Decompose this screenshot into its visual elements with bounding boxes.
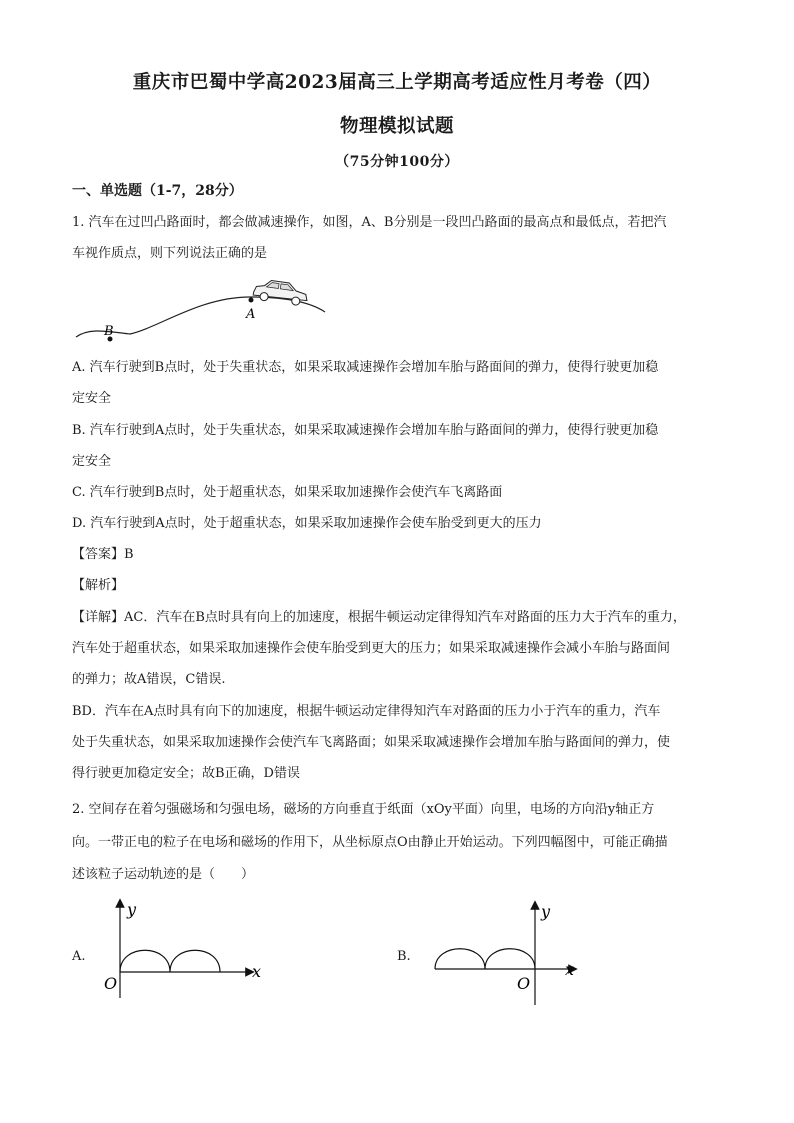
point-a-label: A (246, 307, 256, 322)
q1-option-b-line1: B. 汽车行驶到A点时，处于失重状态，如果采取减速操作会增加车胎与路面间的弹力，使得行驶更加稳 (72, 423, 659, 438)
q1-analysis-heading: 【解析】 (72, 578, 125, 593)
axis-y-label: y (127, 900, 137, 919)
trajectory-arcs (120, 950, 220, 972)
q1-stem-line2: 车视作质点，则下列说法正确的是 (72, 246, 268, 261)
trajectory-arcs (435, 949, 535, 969)
q1-answer: 【答案】B (72, 547, 134, 562)
axis-x-label: x (565, 960, 575, 979)
q1-detail-line1: 【详解】AC．汽车在B点时具有向上的加速度，根据牛顿运动定律得知汽车对路面的压力大于汽车的重力， (72, 610, 686, 625)
section-heading: 一、单选题（1-7，28分） (72, 183, 243, 199)
exam-duration: （75分钟100分） (335, 154, 459, 170)
point-b-label: B (104, 324, 114, 339)
origin-label: O (517, 974, 531, 993)
q2-stem-line3: 述该粒子运动轨迹的是（ ） (72, 867, 255, 882)
q1-stem-line1: 1. 汽车在过凹凸路面时，都会做减速操作，如图，A、B分别是一段凹凸路面的最高点和最低点，若把汽 (72, 215, 667, 230)
q2-figure-b (425, 895, 595, 1005)
q1-detail-line6: 得行驶更加稳定安全；故B正确，D错误 (72, 766, 300, 781)
axis-x-label: x (252, 962, 262, 981)
point-a-dot (249, 298, 254, 303)
q1-detail-line3: 的弹力；故A错误，C错误. (72, 672, 226, 687)
q1-option-b-line2: 定安全 (72, 454, 112, 469)
q1-option-c: C. 汽车行驶到B点时，处于超重状态，如果采取加速操作会使汽车飞离路面 (72, 485, 503, 500)
axis-y-label: y (541, 902, 551, 921)
q1-road-figure (70, 272, 340, 348)
q1-option-d: D. 汽车行驶到A点时，处于超重状态，如果采取加速操作会使车胎受到更大的压力 (72, 516, 542, 531)
q1-detail-line4: BD．汽车在A点时具有向下的加速度，根据牛顿运动定律得知汽车对路面的压力小于汽车的重力，汽车 (72, 704, 661, 719)
q1-option-a-line2: 定安全 (72, 391, 112, 406)
q2-figure-a (100, 895, 275, 1005)
exam-title: 重庆市巴蜀中学高2023届高三上学期高考适应性月考卷（四） (132, 72, 662, 93)
q2-fig-a-label: A. (72, 949, 86, 964)
origin-label: O (104, 974, 118, 993)
q2-stem-line2: 向。一带正电的粒子在电场和磁场的作用下，从坐标原点O由静止开始运动。下列四幅图中，可能正确描 (72, 835, 668, 850)
exam-subtitle: 物理模拟试题 (339, 116, 454, 137)
q2-fig-b-label: B. (397, 949, 411, 964)
q1-option-a-line1: A. 汽车行驶到B点时，处于失重状态，如果采取减速操作会增加车胎与路面间的弹力，使得行驶更加稳 (72, 360, 659, 375)
q1-detail-line2: 汽车处于超重状态，如果采取加速操作会使车胎受到更大的压力；如果采取减速操作会减小车胎与路面间 (72, 641, 671, 656)
q1-detail-line5: 处于失重状态，如果采取加速操作会使汽车飞离路面；如果采取减速操作会增加车胎与路面间的弹力，使 (72, 735, 671, 750)
q2-stem-line1: 2. 空间存在着匀强磁场和匀强电场，磁场的方向垂直于纸面（xOy平面）向里，电场的方向沿y轴正方 (72, 802, 655, 817)
